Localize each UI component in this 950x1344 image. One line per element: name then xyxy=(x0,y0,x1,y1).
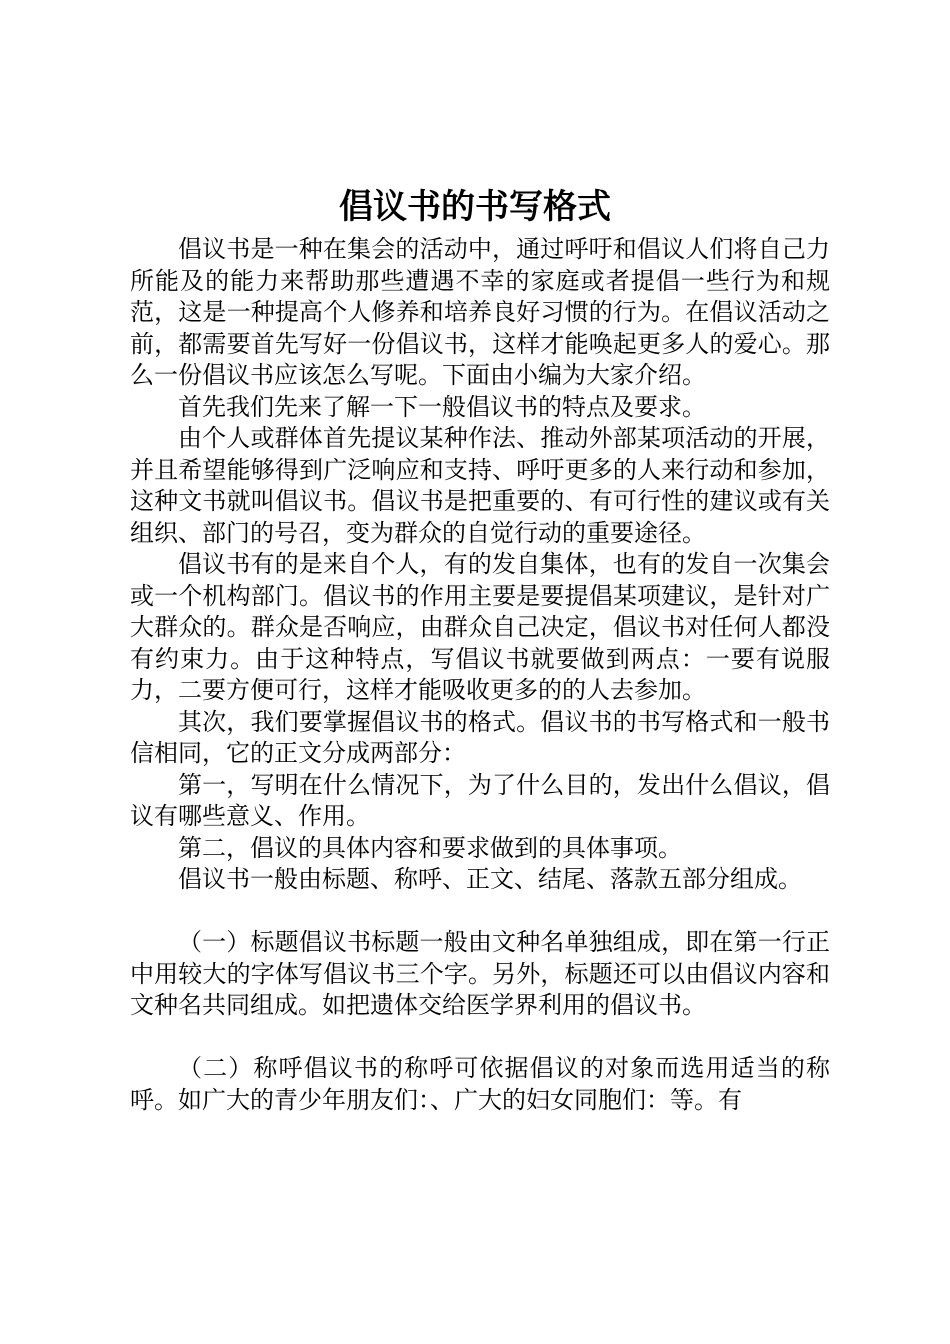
paragraph-definition: 由个人或群体首先提议某种作法、推动外部某项活动的开展，并且希望能够得到广泛响应和支持、呼吁更多的人来行动和参加，这种文书就叫倡议书。倡议书是把重要的、有可行性的建议或有关组织、部门的号召，变为群众的自觉行动的重要途径。 xyxy=(130,424,830,547)
document-body xyxy=(130,234,830,1116)
paragraph-part-one: 第一，写明在什么情况下，为了什么目的，发出什么倡议，倡议有哪些意义、作用。 xyxy=(130,770,830,830)
paragraph-components: 倡议书一般由标题、称呼、正文、结尾、落款五部分组成。 xyxy=(178,865,802,893)
paragraph-first-understand: 首先我们先来了解一下一般倡议书的特点及要求。 xyxy=(178,392,706,421)
paragraph-intro: 倡议书是一种在集会的活动中，通过呼吁和倡议人们将自己力所能及的能力来帮助那些遭遇不幸的家庭或者提倡一些行为和规范，这是一种提高个人修养和培养良好习惯的行为。在倡议活动之前，都需要首先写好一份倡议书，这样才能唤起更多人的爱心。那么一份倡议书应该怎么写呢。下面由小编为大家介绍。 xyxy=(130,235,830,389)
paragraph-section-salutation: （二）称呼倡议书的称呼可依据倡议的对象而选用适当的称呼。如广大的青少年朋友们：、广大的妇女同胞们：等。有 xyxy=(130,1054,830,1114)
paragraph-format: 其次，我们要掌握倡议书的格式。倡议书的书写格式和一般书信相同，它的正文分成两部分： xyxy=(130,707,830,767)
paragraph-section-title: （一）标题倡议书标题一般由文种名单独组成，即在第一行正中用较大的字体写倡议书三个字。另外，标题还可以由倡议内容和文种名共同组成。如把遗体交给医学界利用的倡议书。 xyxy=(130,928,830,1019)
paragraph-characteristics: 倡议书有的是来自个人，有的发自集体，也有的发自一次集会或一个机构部门。倡议书的作用主要是要提倡某项建议，是针对广大群众的。群众是否响应，由群众自己决定，倡议书对任何人都没有约束力。由于这种特点，写倡议书就要做到两点：一要有说服力，二要方便可行，这样才能吸收更多的的人去参加。 xyxy=(130,550,830,704)
paragraph-part-two: 第二，倡议的具体内容和要求做到的具体事项。 xyxy=(178,833,682,862)
document-title: 倡议书的书写格式 xyxy=(339,187,611,227)
